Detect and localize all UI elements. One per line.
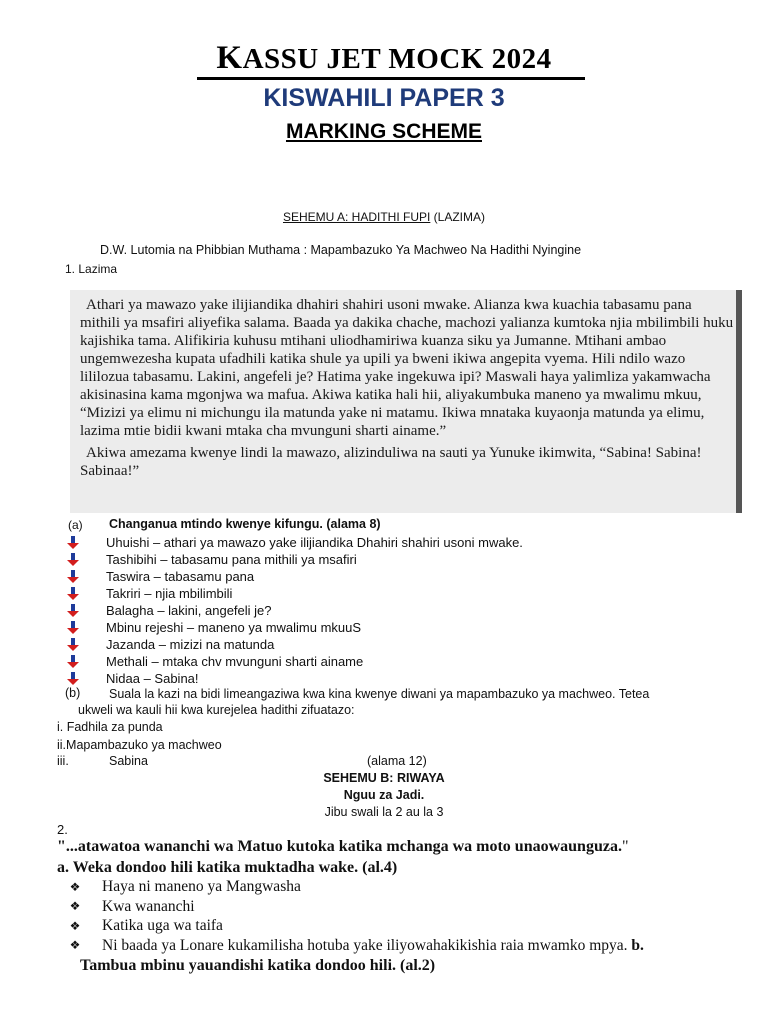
- list-item: Balagha – lakini, angefeli je?: [65, 602, 523, 619]
- question-b-marks: (alama 12): [367, 754, 427, 768]
- list-item: Uhuishi – athari ya mawazo yake ilijiandika Dhahiri shahiri usoni mwake.: [65, 534, 523, 551]
- list-item: Methali – mtaka chv mvunguni sharti ainame: [65, 653, 523, 670]
- down-arrow-bullet-icon: [65, 621, 81, 635]
- exam-title: KASSU JET MOCK 2024: [216, 40, 552, 76]
- down-arrow-bullet-icon: [65, 604, 81, 618]
- list-item: Nidaa – Sabina!: [65, 670, 523, 687]
- down-arrow-bullet-icon: [65, 570, 81, 584]
- scanned-passage: [70, 290, 742, 513]
- question-b-text-line2: ukweli wa kauli hii kwa kurejelea hadithi zifuatazo:: [78, 703, 355, 717]
- title-underline: [197, 77, 585, 80]
- question-a-text: Changanua mtindo kwenye kifungu. (alama 8): [109, 517, 381, 531]
- section-a-heading: SEHEMU A: HADITHI FUPI (LAZIMA): [282, 210, 486, 224]
- down-arrow-bullet-icon: [65, 655, 81, 669]
- question-2-part-a: a. Weka dondoo hili katika muktadha wake. (al.4): [57, 859, 398, 876]
- list-item: Mbinu rejeshi – maneno ya mwalimu mkuuS: [65, 619, 523, 636]
- question-b-label: (b): [65, 686, 81, 700]
- list-item: Taswira – tabasamu pana: [65, 568, 523, 585]
- section-b-instruction: Jibu swali la 2 au la 3: [324, 805, 444, 819]
- down-arrow-bullet-icon: [65, 553, 81, 567]
- list-item: ❖ Kwa wananchi: [69, 897, 195, 915]
- diamond-bullet-icon: ❖: [69, 938, 81, 953]
- scheme-title: MARKING SCHEME: [285, 120, 482, 143]
- down-arrow-bullet-icon: [65, 536, 81, 550]
- down-arrow-bullet-icon: [65, 672, 81, 686]
- question-1-label: 1. Lazima: [65, 262, 118, 276]
- question-2-answers: [68, 877, 644, 955]
- diamond-bullet-icon: ❖: [69, 899, 81, 914]
- scan-edge-shadow: [736, 290, 742, 513]
- question-b-option-3-number: iii.: [57, 754, 69, 768]
- question-a-label: (a): [68, 518, 83, 532]
- question-2-number: 2.: [57, 822, 68, 837]
- question-b-option-2: ii.Mapambazuko ya machweo: [57, 738, 222, 752]
- question-2-quote: "...atawatoa wananchi wa Matuo kutoka katika mchanga wa moto unaowaunguza.": [57, 838, 629, 855]
- subject-title: KISWAHILI PAPER 3: [263, 84, 505, 112]
- passage-paragraph-1: Athari ya mawazo yake ilijiandika dhahiri shahiri usoni mwake. Alianza kwa kuachia tabasamu pana mithili ya msafiri aliyefika salama. Baada ya dakika chache, machozi yalianza kumtoka njia mbilimbili huku kajishika tama. Alifikiria kuhusu mtihani uliodhamiriwa kuanza siku ya Jumanne. Mtihani ambao ungemwezesha kupata ufadhili katika shule ya upili ya bweni ikiwa angepita vyema. Hili ndilo wazo lililozua tabasamu. Lakini, angefeli je? Hatima yake ingekuwa ipi? Maswali haya yalimliza yakamwacha akisinasina kama mgonjwa wa mafua. Akiwa katika hali hii, aliyakumbuka maneno ya mwalimu mkuu, “Mizizi ya elimu ni michungu ila matunda yake ni matamu. Ikiwa mnataka kuyaonja matunda ya elimu, lazima mtie bidii kwani mtaka cha mvunguni sharti ainame.”: [80, 297, 734, 439]
- question-b-option-3-text: Sabina: [109, 754, 148, 768]
- passage-paragraph-2: Akiwa amezama kwenye lindi la mawazo, alizinduliwa na sauti ya Yunuke ikimwita, “Sabina! Sabina! Sabinaa!”: [80, 445, 702, 479]
- question-b-text-line1: Suala la kazi na bidi limeangaziwa kwa kina kwenye diwani ya mapambazuko ya machweo. Tetea: [109, 687, 650, 701]
- question-a-answers: [65, 534, 523, 687]
- diamond-bullet-icon: ❖: [69, 879, 81, 894]
- list-item: ❖ Ni baada ya Lonare kukamilisha hotuba yake iliyowahakikishia raia mwamko mpya. b.: [69, 936, 644, 954]
- diamond-bullet-icon: ❖: [69, 918, 81, 933]
- list-item: Takriri – njia mbilimbili: [65, 585, 523, 602]
- list-item: ❖ Haya ni maneno ya Mangwasha: [69, 878, 301, 895]
- list-item: ❖ Katika uga wa taifa: [69, 917, 223, 934]
- section-b-heading: SEHEMU B: RIWAYA: [323, 771, 445, 785]
- novel-title: Nguu za Jadi.: [343, 788, 425, 802]
- list-item: Jazanda – mizizi na matunda: [65, 636, 523, 653]
- list-item: Tashibihi – tabasamu pana mithili ya msafiri: [65, 551, 523, 568]
- question-2-part-b: Tambua mbinu yauandishi katika dondoo hili. (al.2): [80, 957, 436, 974]
- question-b-option-1: i. Fadhila za punda: [57, 720, 163, 734]
- down-arrow-bullet-icon: [65, 638, 81, 652]
- set-book-authors: D.W. Lutomia na Phibbian Muthama : Mapambazuko Ya Machweo Na Hadithi Nyingine: [100, 243, 582, 257]
- down-arrow-bullet-icon: [65, 587, 81, 601]
